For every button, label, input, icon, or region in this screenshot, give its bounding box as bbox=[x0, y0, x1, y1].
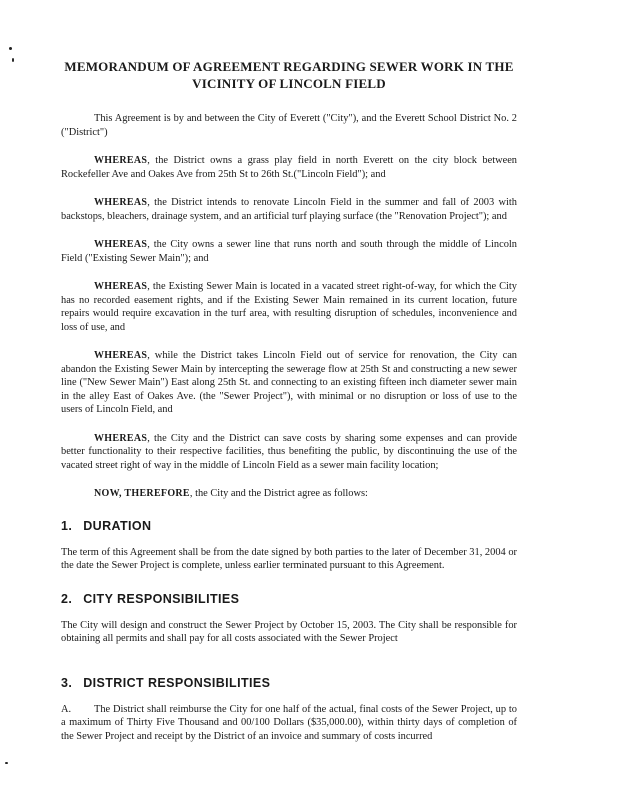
scan-speck bbox=[9, 47, 12, 50]
section-title: CITY RESPONSIBILITIES bbox=[83, 591, 240, 606]
item-letter: A. bbox=[61, 703, 72, 715]
recital-text: , the Existing Sewer Main is located in a vacated street right-of-way, for which the City has no recorded easement rights, and if the Existing Sewer Main remained in its current location, future repairs would require excavation in the turf area, with resulting disruption of schedules, inconvenience and loss of use, and bbox=[61, 281, 517, 333]
recital-paragraph bbox=[61, 349, 517, 417]
recital-lead: WHEREAS bbox=[94, 239, 148, 250]
section-number: 2. bbox=[61, 591, 73, 606]
scan-speck bbox=[5, 762, 8, 764]
recital-paragraph bbox=[61, 280, 517, 334]
document-title: MEMORANDUM OF AGREEMENT REGARDING SEWER WORK IN THE VICINITY OF LINCOLN FIELD bbox=[64, 59, 514, 91]
intro-paragraph: This Agreement is by and between the City of Everett ("City"), and the Everett School District No. 2 ("District") bbox=[61, 113, 517, 138]
recital-lead: WHEREAS bbox=[94, 432, 148, 444]
recital-paragraph bbox=[61, 238, 517, 265]
now-therefore-paragraph bbox=[61, 487, 517, 501]
section-heading-city-responsibilities bbox=[61, 591, 517, 607]
recital-text: , the District owns a grass play field in north Everett on the city block between Rockefeller Ave and Oakes Ave from 25th St to 26th St.("Lincoln Field"); and bbox=[61, 155, 517, 180]
recital-text: , the District intends to renovate Lincoln Field in the summer and fall of 2003 with backstops, bleachers, drainage system, and an artificial turf playing surface (the "Renovation Project"); and bbox=[61, 197, 517, 222]
section-title: DISTRICT RESPONSIBILITIES bbox=[83, 675, 271, 690]
section-body-district-responsibilities bbox=[61, 703, 517, 744]
section-heading-duration bbox=[61, 518, 517, 534]
recital-text: , the City and the District can save costs by sharing some expenses and can provide better functionality to their respective facilities, thus benefiting the public, by discontinuing the use of the vacated street right of way in the middle of Lincoln Field as a sewer main facility location; bbox=[61, 432, 517, 471]
scan-speck bbox=[12, 58, 14, 62]
agreement-document bbox=[61, 58, 517, 743]
recital-lead: WHEREAS bbox=[94, 155, 148, 166]
recital-paragraph bbox=[61, 432, 517, 473]
recital-lead: WHEREAS bbox=[94, 281, 148, 292]
recital-paragraph bbox=[61, 154, 517, 181]
section-number: 1. bbox=[61, 518, 73, 533]
recital-paragraph bbox=[61, 196, 517, 223]
section-title: DURATION bbox=[83, 518, 152, 533]
recital-lead: WHEREAS bbox=[94, 197, 148, 208]
now-therefore-lead: NOW, THEREFORE bbox=[94, 488, 190, 499]
section-body-duration: The term of this Agreement shall be from the date signed by both parties to the later of December 31, 2004 or the date the Sewer Project is complete, unless earlier terminated pursuant to this Agreement. bbox=[61, 546, 517, 571]
recital-text: , while the District takes Lincoln Field out of service for renovation, the City can abandon the Existing Sewer Main by intercepting the sewerage flow at 25th St and constructing a new sewer line ("New Sewer Main") East along 25th St. and connecting to an existing fifteen inch diameter sewer main in the alley East of Oakes Ave. (the "Sewer Project"), with minimal or no disruption or loss of use to the users of Lincoln Field, and bbox=[61, 350, 517, 415]
now-therefore-text: , the City and the District agree as follows: bbox=[189, 488, 368, 499]
recital-text: , the City owns a sewer line that runs north and south through the middle of Lincoln Field ("Existing Sewer Main"); and bbox=[61, 239, 517, 264]
section-body-city-responsibilities: The City will design and construct the Sewer Project by October 15, 2003. The City shall be responsible for obtaining all permits and shall pay for all costs associated with the Sewer Project bbox=[61, 619, 517, 644]
item-text: The District shall reimburse the City for one half of the actual, final costs of the Sewer Project, up to a maximum of Thirty Five Thousand and 00/100 Dollars ($35,000.00), within thirty days of completion of the Sewer Project and receipt by the District of an invoice and summary of costs incurred bbox=[61, 703, 517, 742]
section-number: 3. bbox=[61, 675, 73, 690]
recital-lead: WHEREAS bbox=[94, 350, 148, 361]
section-heading-district-responsibilities bbox=[61, 675, 517, 691]
